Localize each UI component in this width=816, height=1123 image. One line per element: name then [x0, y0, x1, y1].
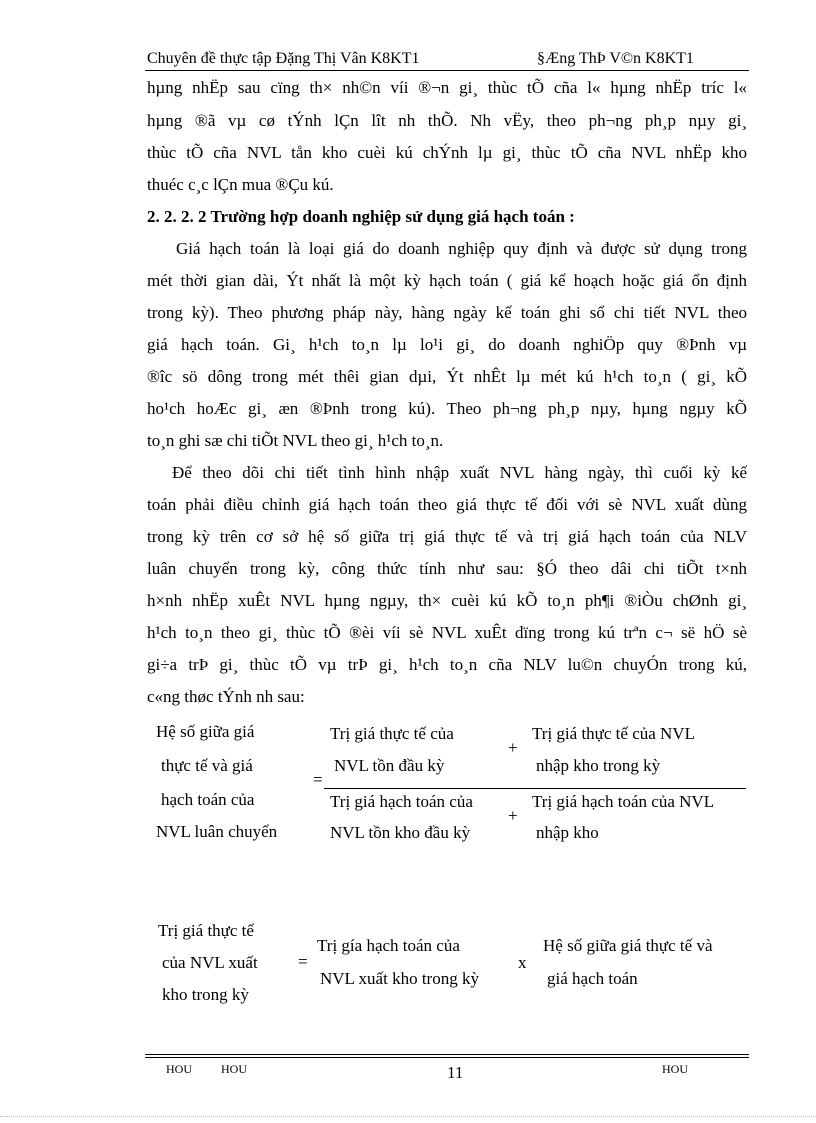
text-line: luân chuyển trong kỳ, công thức tính như sau: §Ó theo dâi chi tiÕt t×nh [147, 559, 747, 578]
text-line: ho¹ch hoÆc gi¸ æn ®Þnh trong kú). Theo ph¬ng ph¸p nµy, hµng ngµy kÕ [147, 399, 747, 418]
numerator-term-a: Trị giá thực tế của [330, 724, 454, 743]
denominator-term-a: Trị giá hạch toán của [330, 792, 473, 811]
footer-left-label: HOU [166, 1062, 192, 1076]
formula-lhs-line: thực tế và giá [161, 756, 253, 775]
text-line: toán phải điều chỉnh giá hạch toán theo giá thực tế đối với sè NVL xuất dùng [147, 495, 747, 514]
text-line: h¹ch to¸n theo gi¸ thùc tÕ ®èi víi sè NVL xuÊt dïng trong kú trªn c¬ së hÖ sè [147, 623, 747, 642]
numerator-term-a: NVL tồn đầu kỳ [334, 756, 445, 775]
text-line: giá hạch toán. Gi¸ h¹ch to¸n lµ lo¹i gi¸ do doanh nghiÖp quy ®Þnh vµ [147, 335, 747, 354]
text-line: thùc tÕ cña NVL tån kho cuèi kú chÝnh lµ gi¸ thùc tÕ cña NVL nhËp kho [147, 143, 747, 162]
formula-lhs-line: kho trong kỳ [162, 985, 249, 1004]
formula-middle-term: Trị gía hạch toán của [317, 936, 460, 955]
denominator-term-b: nhập kho [536, 823, 599, 842]
text-line: hµng ®ã vµ cø tÝnh lÇn lît nh thÕ. Nh vËy, theo ph¬ng ph¸p nµy gi¸ [147, 111, 747, 130]
page-edge [0, 1116, 816, 1117]
formula-lhs-line: Hệ số giữa giá [156, 722, 255, 741]
formula-right-term: Hệ số giữa giá thực tế và [543, 936, 713, 955]
text-line: hµng nhËp sau cïng th× nh©n víi ®¬n gi¸ thùc tÕ cña l« hµng nhËp tríc l« [147, 78, 747, 97]
text-line: mét thời gian dài, Ýt nhất là một kỳ hạch toán ( giá kế hoạch hoặc giá ổn định [147, 271, 747, 290]
formula-middle-term: NVL xuất kho trong kỳ [320, 969, 479, 988]
numerator-term-b: nhập kho trong kỳ [536, 756, 661, 775]
text-line: trong kỳ). Theo phương pháp này, hàng ngày kế toán ghi sổ chi tiết NVL theo [147, 303, 747, 322]
text-line: thuéc c¸c lÇn mua ®Çu kú. [147, 175, 334, 194]
text-line: Giá hạch toán là loại giá do doanh nghiệp quy định và được sử dụng trong [176, 239, 747, 258]
plus-sign: + [508, 738, 518, 757]
page-number: 11 [447, 1063, 464, 1082]
footer-right-label: HOU [662, 1062, 688, 1076]
section-heading: 2. 2. 2. 2 Trường hợp doanh nghiệp sử dụng giá hạch toán : [147, 207, 575, 226]
text-line: ®îc sö dông trong mét thêi gian dµi, Ýt nhÊt lµ mét kú h¹ch to¸n ( gi¸ kÕ [147, 367, 747, 386]
equals-sign: = [298, 952, 308, 971]
denominator-term-a: NVL tồn kho đầu kỳ [330, 823, 471, 842]
denominator-term-b: Trị giá hạch toán của NVL [532, 792, 715, 811]
footer-rule-top [145, 1054, 749, 1055]
formula-lhs-line: Trị giá thực tế [158, 921, 254, 940]
formula-lhs-line: của NVL xuất [162, 953, 258, 972]
text-line: to¸n ghi sæ chi tiÕt NVL theo gi¸ h¹ch to¸n. [147, 431, 444, 450]
text-line: gi÷a trÞ gi¸ thùc tÕ vµ trÞ gi¸ h¹ch to¸n cña NLV lu©n chuyÓn trong kú, [147, 655, 747, 674]
header-rule [145, 70, 749, 71]
formula-right-term: giá hạch toán [547, 969, 638, 988]
text-line: c«ng thøc tÝnh nh sau: [147, 687, 305, 706]
footer-left-label: HOU [221, 1062, 247, 1076]
header-left-text: Chuyên đề thực tập Đặng Thị Vân K8KT1 [147, 50, 420, 67]
times-sign: x [518, 953, 527, 972]
equals-sign: = [313, 770, 323, 789]
text-line: h×nh nhËp xuÊt NVL hµng ngµy, th× cuèi kú kÕ to¸n ph¶i ®iÒu chØnh gi¸ [147, 591, 747, 610]
fraction-bar [324, 788, 746, 789]
formula-lhs-line: NVL luân chuyển [156, 822, 278, 841]
formula-lhs-line: hạch toán của [161, 790, 255, 809]
footer-rule-bottom [145, 1057, 749, 1058]
numerator-term-b: Trị giá thực tế của NVL [532, 724, 695, 743]
plus-sign: + [508, 806, 518, 825]
text-line: trong kỳ trên cơ sở hệ số giữa trị giá thực tế và trị giá hạch toán của NLV [147, 527, 747, 546]
header-right-text: §Æng ThÞ V©n K8KT1 [537, 50, 694, 67]
text-line: Để theo dõi chi tiết tình hình nhập xuất NVL hàng ngày, thì cuối kỳ kế [172, 463, 747, 482]
